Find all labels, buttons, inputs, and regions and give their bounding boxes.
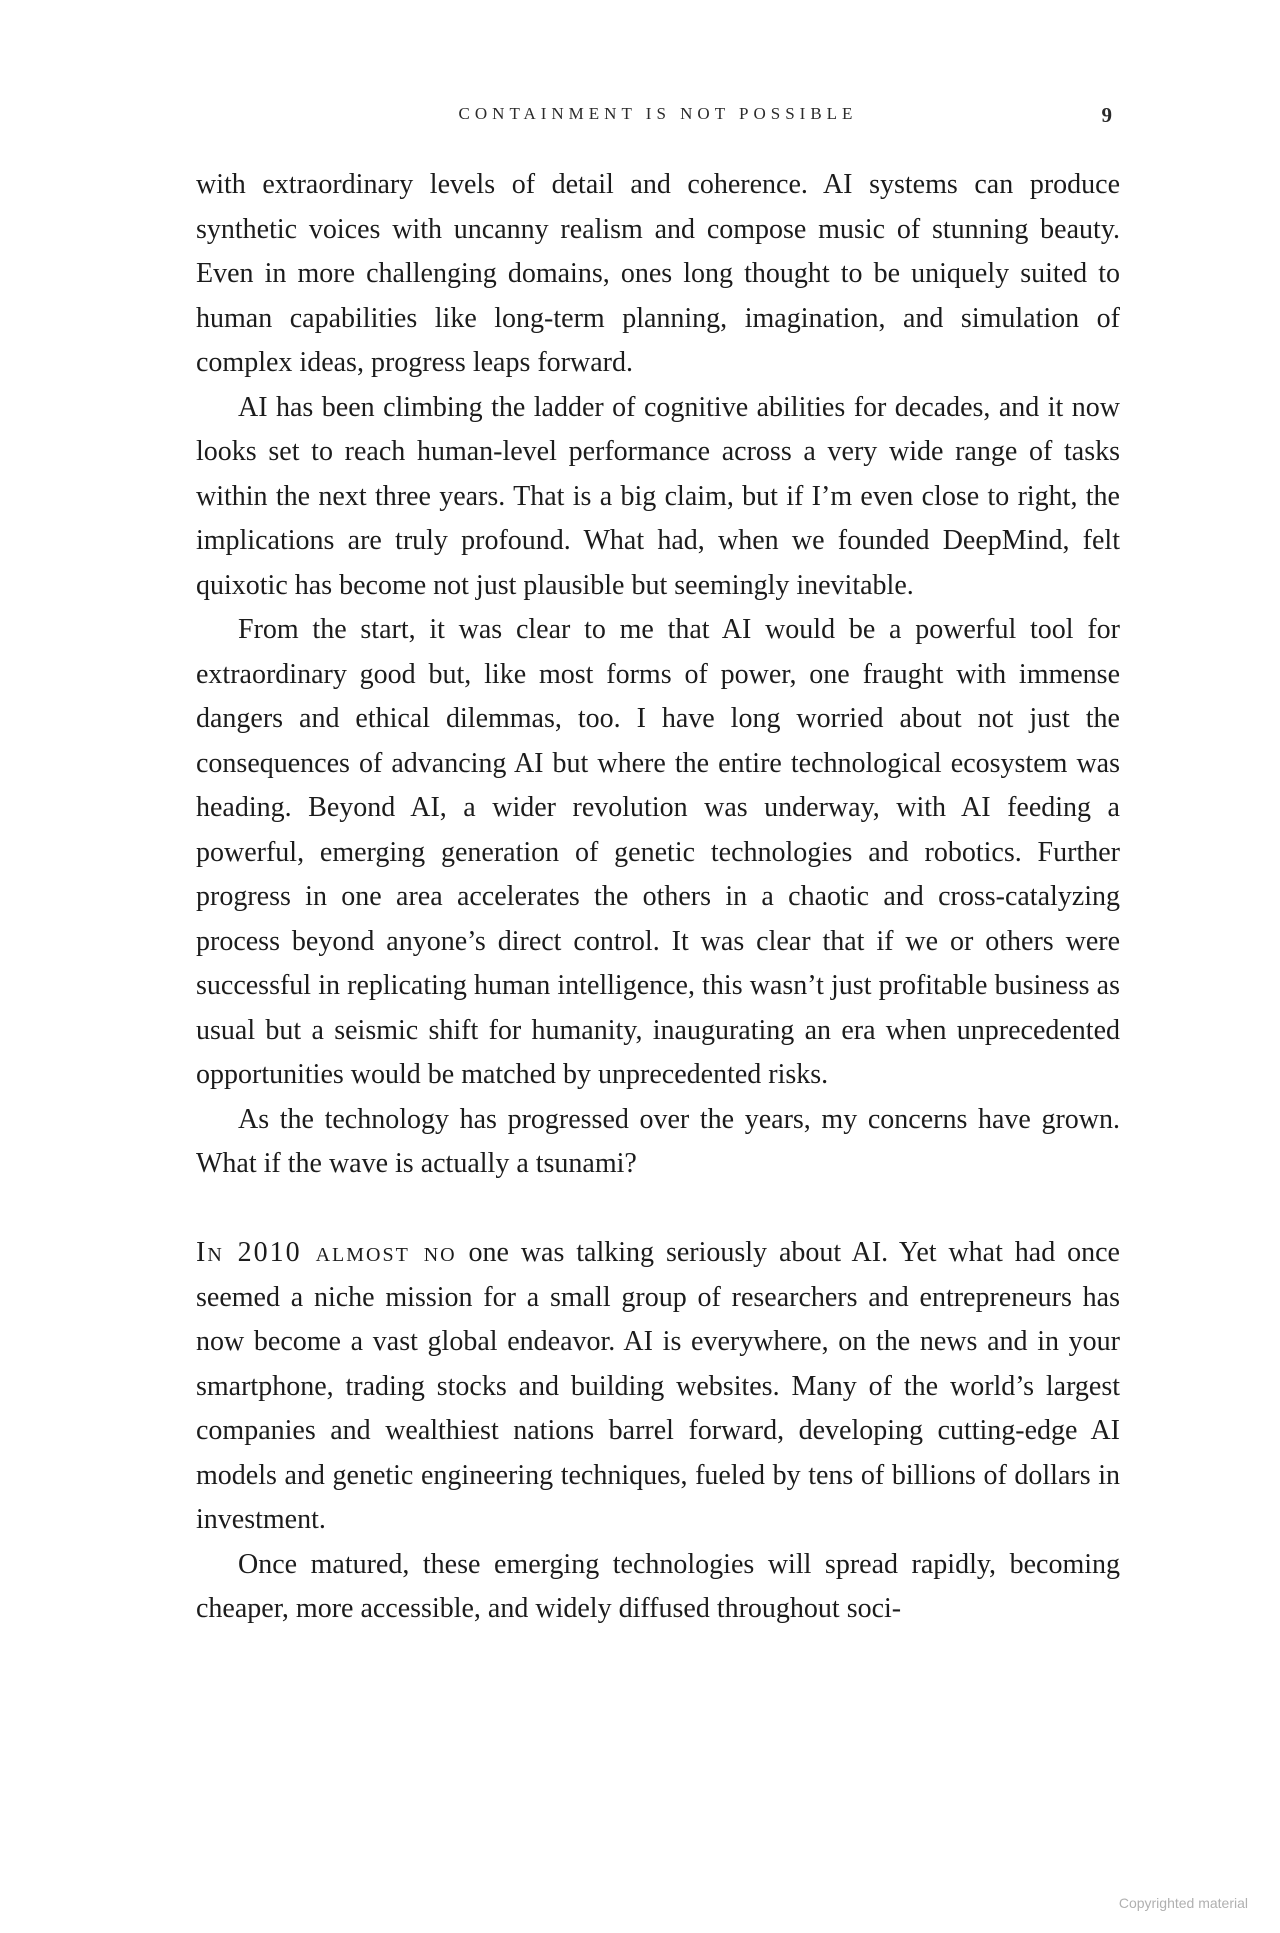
paragraph-6: Once matured, these emerging technologies will spread rapidly, becoming cheaper, more accessible, and widely diffused throughout soci- <box>196 1548 1120 1624</box>
paragraph-2: AI has been climbing the ladder of cognitive abilities for decades, and it now looks set to reach human-level performance across a very wide range of tasks within the next three years. That is a big claim, but if I’m even close to right, the implications are truly profound. What had, when we founded DeepMind, felt quixotic has become not just plausible but seemingly inevitable. <box>196 391 1120 601</box>
running-head <box>196 104 1120 134</box>
running-title: CONTAINMENT IS NOT POSSIBLE <box>458 104 858 123</box>
section-break <box>196 1187 1120 1232</box>
paragraph-4: As the technology has progressed over the years, my concerns have grown. What if the wave is actually a tsunami? <box>196 1103 1120 1179</box>
page-number: 9 <box>1101 103 1112 127</box>
paragraph-5-text: one was talking seriously about AI. Yet what had once seemed a niche mission for a small group of researchers and entrepreneurs has now become a vast global endeavor. AI is everywhere, on the news and in your smartphone, trading stocks and building websites. Many of the world’s largest companies and wealthiest nations barrel forward, developing cutting-edge AI models and genetic engineering techniques, fueled by tens of billions of dollars in investment. <box>196 1237 1120 1535</box>
paragraph-1: with extraordinary levels of detail and coherence. AI systems can produce synthetic voices with uncanny realism and compose music of stunning beauty. Even in more challenging domains, ones long thought to be uniquely suited to human capabilities like long-term planning, imagination, and simulation of complex ideas, progress leaps forward. <box>196 169 1120 378</box>
copyright-notice: Copyrighted material <box>1118 1895 1248 1911</box>
paragraph-3: From the start, it was clear to me that AI would be a powerful tool for extraordinary good but, like most forms of power, one fraught with immense dangers and ethical dilemmas, too. I have long worried about not just the consequences of advancing AI but where the entire technological ecosystem was heading. Beyond AI, a wider revolution was underway, with AI feeding a powerful, emerging generation of genetic technologies and robotics. Further progress in one area accelerates the others in a chaotic and cross-catalyzing process beyond anyone’s direct control. It was clear that if we or others were successful in replicating human intelligence, this wasn’t just profitable business as usual but a seismic shift for humanity, inaugurating an era when unprecedented opportunities would be matched by unprecedented risks. <box>196 614 1120 1090</box>
section-lead-in: In 2010 almost no <box>196 1237 457 1268</box>
paragraph-5 <box>196 1231 1120 1543</box>
body-text <box>196 163 1120 1632</box>
